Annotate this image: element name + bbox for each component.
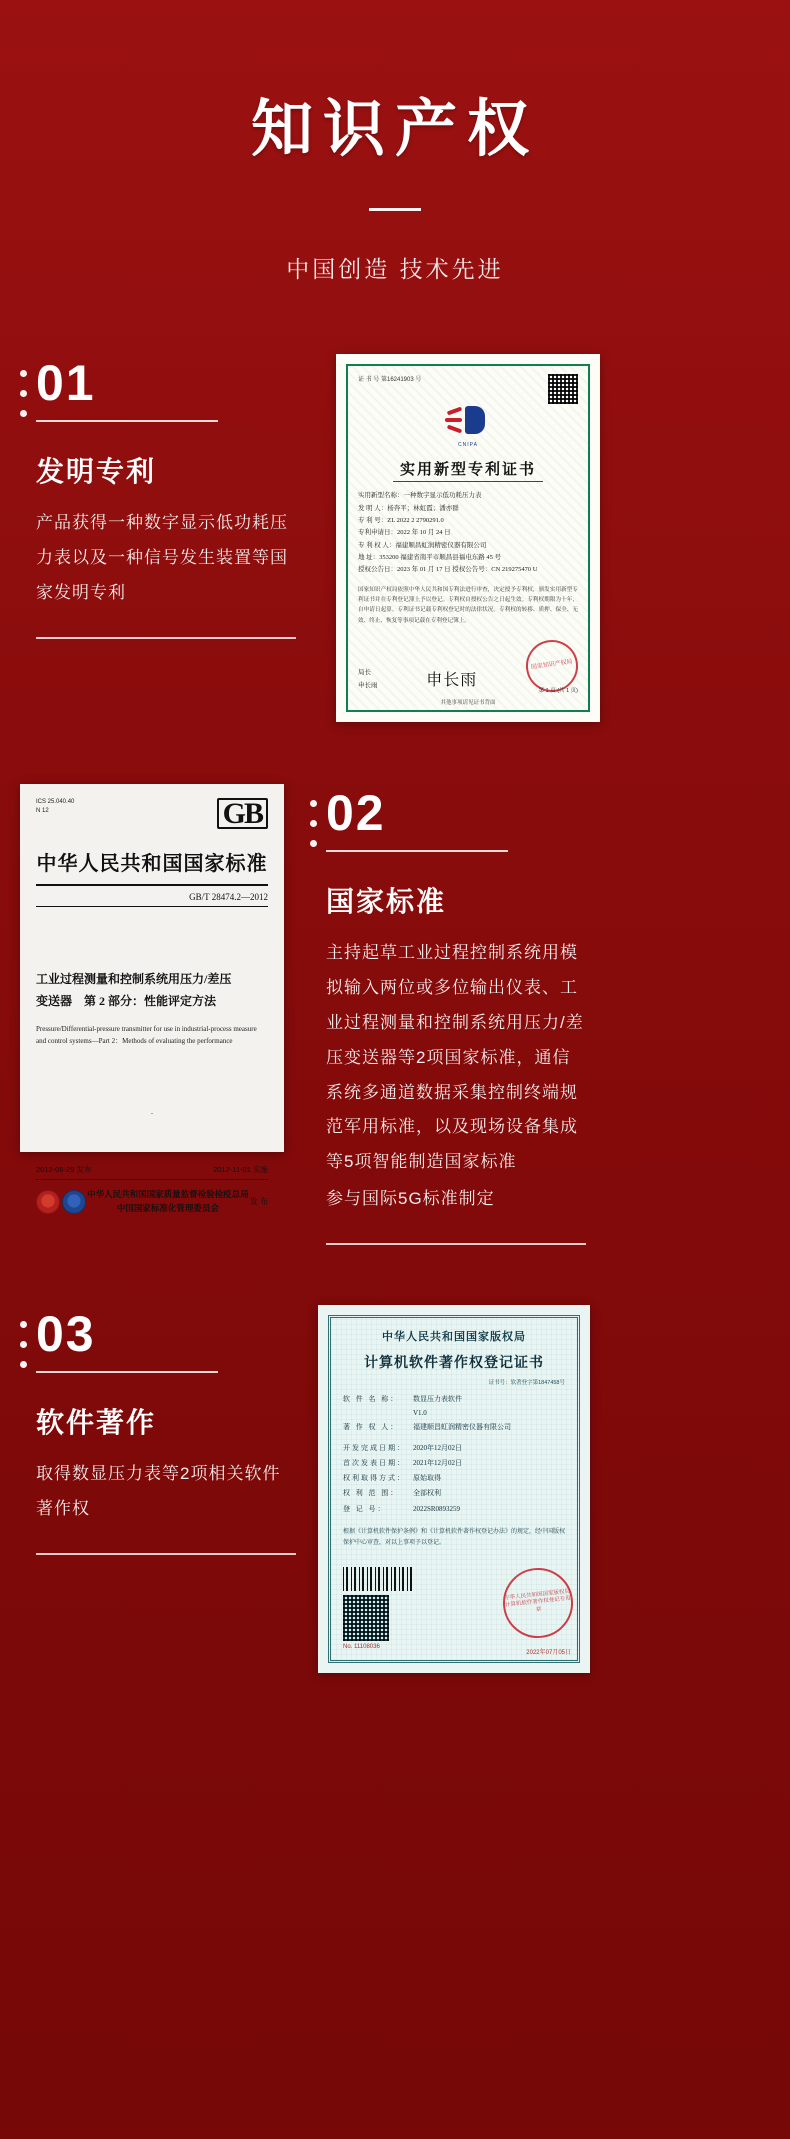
section-03-image-wrap <box>300 1305 590 1673</box>
number-underline <box>36 420 218 422</box>
section-02-image-wrap <box>0 784 284 1213</box>
section-number: 02 <box>326 785 386 842</box>
section-03 <box>0 1305 790 1743</box>
national-standard-image <box>20 784 284 1213</box>
dot <box>310 800 317 807</box>
bullet-dots <box>310 788 326 860</box>
field-value: 2021年12月02日 <box>413 1459 462 1468</box>
software-number-label: No. 11108036 <box>343 1643 380 1650</box>
barcode-icon <box>343 1567 413 1591</box>
patent-field: 专 利 权 人：福建顺昌虹润精密仪器有限公司 <box>358 541 487 549</box>
number-underline <box>36 1371 218 1373</box>
standard-organizations: 中华人民共和国国家质量监督检验检疫总局 中国国家标准化管理委员会 <box>87 1189 249 1213</box>
software-seal: 中华人民共和国国家版权局 计算机软件著作权登记专用章 <box>500 1564 577 1641</box>
section-01 <box>0 354 790 722</box>
field-key: 权利取得方式： <box>343 1474 406 1483</box>
patent-fields <box>358 490 578 576</box>
dot <box>20 1321 27 1328</box>
patent-cert-no: 证 书 号 第16241903 号 <box>358 377 422 384</box>
standard-rule <box>36 884 268 886</box>
section-body: 产品获得一种数字显示低功耗压力表以及一种信号发生装置等国家发明专利 <box>36 513 288 602</box>
patent-certificate-image <box>336 354 600 722</box>
patent-sign-label: 局长 申长雨 <box>358 669 378 689</box>
qr-code-icon <box>548 374 578 404</box>
field-key: 权 利 范 围： <box>343 1489 400 1498</box>
field-value: 2020年12月02日 <box>413 1444 462 1453</box>
patent-field: 专 利 号：ZL 2022 2 2790291.0 <box>358 516 444 524</box>
patent-title-underline <box>393 481 543 482</box>
software-cert-no: 证书号：软著登字第1847458号 <box>488 1379 565 1386</box>
patent-paragraph: 国家知识产权局依照中华人民共和国专利法进行审查，决定授予专利权，颁发实用新型专利证书并在专利登记簿上予以登记。专利权自授权公告之日起生效。专利权期限为十年，自申请日起算。专利证书记载专利权登记时的法律状况。专利权的转移、质押、保全、无效、终止、恢复等事项记载在专利登记簿上。 <box>358 586 578 624</box>
patent-field: 专利申请日：2022 年 10 月 24 日 <box>358 529 451 537</box>
section-body-secondary: 参与国际5G标准制定 <box>326 1189 495 1209</box>
dot <box>20 370 27 377</box>
patent-page-note: 第 1 页 (共 1 页) <box>538 688 578 695</box>
field-key: 开发完成日期： <box>343 1444 406 1453</box>
patent-signature: 申长雨 <box>426 671 478 689</box>
software-copyright-image <box>318 1305 590 1673</box>
patent-field: 授权公告日：2023 年 01 月 17 日 授权公告号：CN 219275470 U <box>358 566 538 574</box>
dot <box>20 390 27 397</box>
standard-subject-english: Pressure/Differential-pressure transmitter for use in industrial-process measure and control systems—Part 2：Methods of evaluating the performance <box>36 1025 257 1046</box>
field-value: 2022SR0893259 <box>413 1504 461 1513</box>
software-fields <box>343 1392 565 1517</box>
page-header <box>0 0 790 284</box>
section-number: 03 <box>36 1305 96 1362</box>
standard-ics: ICS 25.040.40 N 12 <box>36 799 75 815</box>
section-02-text <box>284 784 584 1245</box>
software-version: V1.0 <box>413 1408 427 1417</box>
section-01-image-wrap <box>310 354 600 722</box>
title-divider <box>369 208 421 211</box>
section-bottom-rule <box>326 1243 586 1245</box>
qr-code-icon <box>343 1595 389 1641</box>
section-02 <box>0 784 790 1245</box>
software-title: 计算机软件著作权登记证书 <box>364 1355 544 1371</box>
section-01-text <box>0 354 310 639</box>
standard-emblems <box>36 1190 86 1214</box>
standard-rule-2 <box>36 906 268 907</box>
bullet-dots <box>20 358 36 430</box>
section-heading: 发明专利 <box>36 456 157 488</box>
standard-title: 中华人民共和国国家标准 <box>36 853 268 876</box>
standard-subject: 工业过程测量和控制系统用压力/差压 变送器 第 2 部分：性能评定方法 <box>36 972 232 1008</box>
software-org: 中华人民共和国国家版权局 <box>382 1330 526 1343</box>
page-subtitle: 中国创造 技术先进 <box>286 256 504 283</box>
patent-footer-note: 其他事项请见证书背面 <box>440 700 496 707</box>
dot <box>20 1341 27 1348</box>
software-date: 2022年07月05日 <box>526 1649 571 1656</box>
dot <box>20 1361 27 1368</box>
standard-issue-date: 2012-06-29 发布 <box>36 1165 92 1175</box>
field-key: 首次发表日期： <box>343 1459 406 1468</box>
field-value: 全部权利 <box>413 1489 441 1498</box>
standard-separator: · <box>150 1108 154 1119</box>
standard-effective-date: 2012-11-01 实施 <box>213 1165 268 1175</box>
cnipa-logo <box>358 406 578 448</box>
field-key: 登 记 号： <box>343 1504 387 1513</box>
field-value: 福建顺昌虹润精密仪器有限公司 <box>413 1423 511 1432</box>
section-body: 取得数显压力表等2项相关软件著作权 <box>36 1463 281 1518</box>
patent-field: 发 明 人：杨奔平；林虹霞；潘亦群 <box>358 504 459 512</box>
bullet-dots <box>20 1309 36 1381</box>
patent-field: 实用新型名称：一种数字显示低功耗压力表 <box>358 492 482 500</box>
standard-publish-label: 发 布 <box>249 1197 268 1207</box>
emblem-icon <box>62 1190 86 1214</box>
number-underline <box>326 850 508 852</box>
section-bottom-rule <box>36 637 296 639</box>
section-body: 主持起草工业过程控制系统用模拟输入两位或多位输出仪表、工业过程测量和控制系统用压力/差压变送器等2项国家标准，通信系统多通道数据采集控制终端规范军用标准，以及现场设备集成等5项智能制造国家标准 <box>326 943 584 1172</box>
standard-gb-logo: GB <box>217 798 268 829</box>
software-note: 根据《计算机软件保护条例》和《计算机软件著作权登记办法》的规定，经中国版权保护中心审查，对以上事项予以登记。 <box>343 1528 566 1547</box>
section-03-text <box>0 1305 300 1555</box>
patent-title: 实用新型专利证书 <box>399 462 536 479</box>
field-key: 软 件 名 称： <box>343 1394 400 1403</box>
section-heading: 软件著作 <box>36 1406 157 1438</box>
dot <box>20 410 27 417</box>
standard-code: GB/T 28474.2—2012 <box>189 892 268 903</box>
emblem-icon <box>36 1190 60 1214</box>
section-number: 01 <box>36 355 96 412</box>
cnipa-logo-mark <box>445 406 491 436</box>
cnipa-logo-text: CNIPA <box>458 442 478 449</box>
page-title: 知识产权 <box>250 95 539 164</box>
field-key: 著 作 权 人： <box>343 1423 400 1432</box>
section-heading: 国家标准 <box>326 886 447 918</box>
dot <box>310 840 317 847</box>
field-value: 原始取得 <box>413 1474 441 1483</box>
dot <box>310 820 317 827</box>
section-bottom-rule <box>36 1553 296 1555</box>
patent-field: 地 址：353200 福建省南平市顺昌县福电东路 45 号 <box>358 553 501 561</box>
patent-seal: 国家知识产权局 <box>523 637 582 696</box>
field-value: 数显压力表软件 <box>413 1394 462 1403</box>
